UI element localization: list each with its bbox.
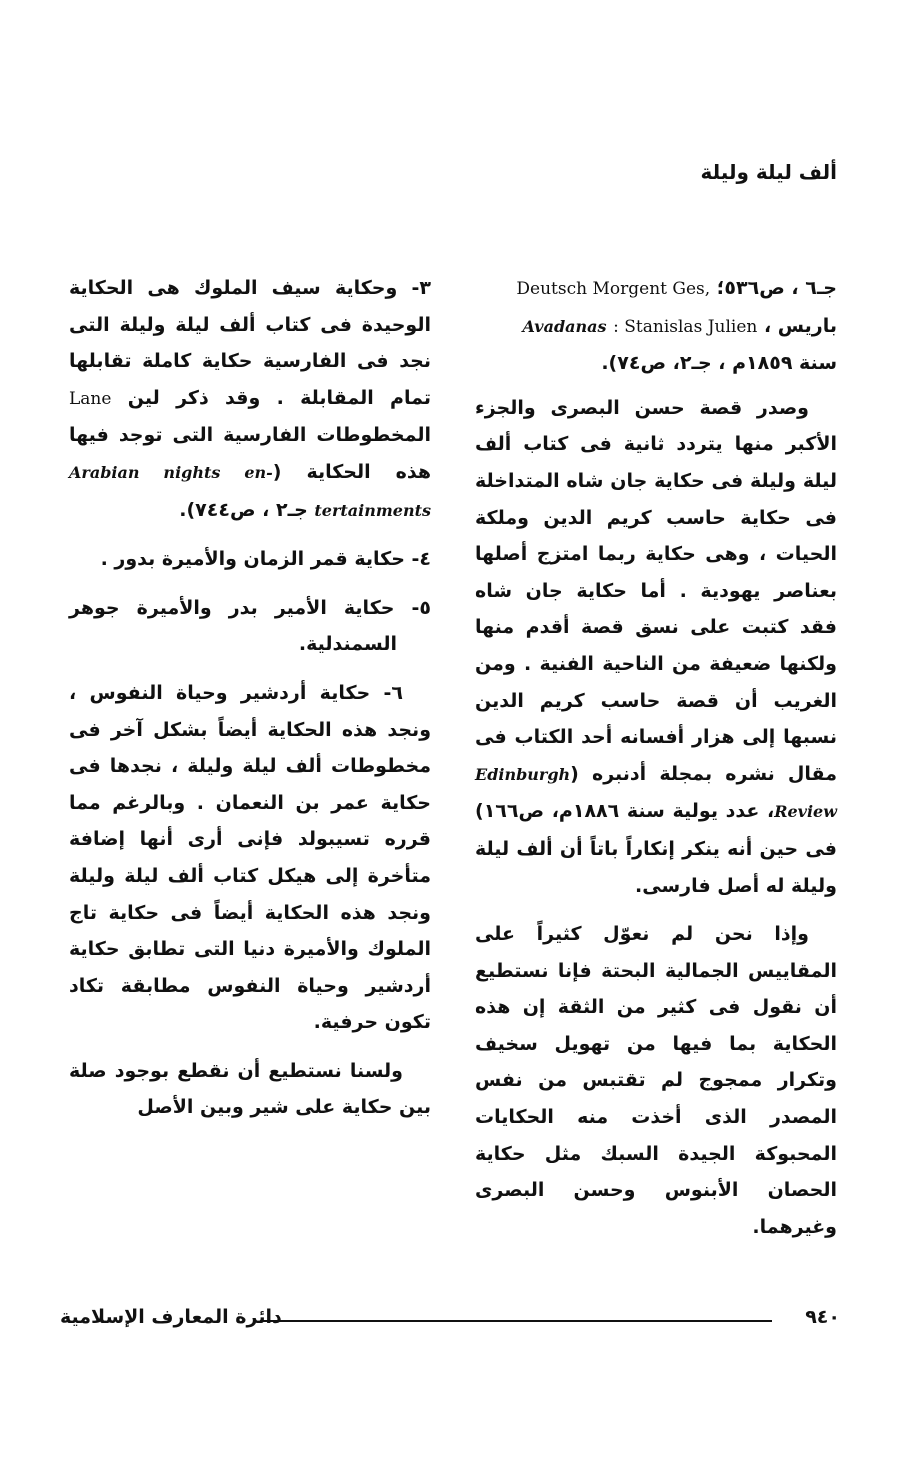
page-footer xyxy=(60,1306,840,1336)
list-item-5: ٥- حكاية الأمير بدر والأميرة جوهر السمندلية. xyxy=(69,596,431,656)
right-column xyxy=(475,270,837,1257)
page-number: ٩٤٠ xyxy=(805,1306,840,1328)
latin-lane: Lane xyxy=(69,388,112,409)
latin-entertainments: tertainments xyxy=(314,500,431,520)
running-title: ألف ليلة وليلة xyxy=(700,160,837,184)
reference-latin-1: Deutsch Morgent Ges, xyxy=(516,279,711,299)
footer-rule xyxy=(260,1320,772,1322)
latin-edinburgh: Edinburgh xyxy=(475,764,571,784)
reference-line-3: سنة ١٨٥٩م ، جـ٢، ص٧٤). xyxy=(601,352,837,375)
journal-title: دائرة المعارف الإسلامية xyxy=(60,1306,282,1328)
left-column xyxy=(69,270,431,1138)
reference-latin-2-italic: Avadanas xyxy=(522,316,607,336)
paragraph-aesthetic: وإذا نحن لم نعوّل كثيراً على المقاييس الجمالية البحتة فإنا نستطيع أن نقول فى كثير من الثقة إن هذه الحكاية بما فيها من تهويل سخيف وتكرار ممجوج لم تقتبس من نفس المصدر الذى أخذت منه الحكايات المحبوكة الجيدة السبك مثل حكاية الحصان الأبنوس وحسن البصرى وغيرهما. xyxy=(475,923,837,1238)
reference-line-1: جـ٦ ، ص٥٣٦؛ Deutsch Morgent Ges, xyxy=(516,277,837,299)
list-item-3: ٣- وحكاية سيف الملوك هى الحكاية الوحيدة فى كتاب ألف ليلة وليلة التى نجد فى الفارسية حكاية كاملة تقابلها تمام المقابلة . وقد ذكر لين Lane المخطوطات الفارسية التى توجد فيها هذه الحكاية (Arabian nights en- tertainments جـ٢ ، ص٧٤٤). xyxy=(69,277,431,521)
reference-latin-2: : Stanislas Julien xyxy=(613,316,758,337)
paragraph-hasan-basri: وصدر قصة حسن البصرى والجزء الأكبر منها يتردد ثانية فى كتاب ألف ليلة وليلة فى حكاية جان شاه المتداخلة فى حكاية حاسب كريم الدين وملكة الحيات ، وهى حكاية ربما امتزج أصلها بعناصر يهودية . أما حكاية جان شاه فقد كتبت على نسق قصة أقدم منها ولكنها ضعيفة من الناحية الفنية . ومن الغريب أن قصة حاسب كريم الدين نسبها إلى هزار أفسانه أحد الكتاب فى مقال نشره بمجلة أدنبره (Edinburgh Review، عدد يولية سنة ١٨٨٦م، ص١٦٦) فى حين أنه ينكر إنكاراً باتاً أن ألف ليلة وليلة له أصل فارسى. xyxy=(475,396,837,897)
paragraph-ali-shir: ولسنا نستطيع أن نقطع بوجود صلة بين حكاية على شير وبين الأصل xyxy=(69,1059,431,1119)
reference-block xyxy=(475,270,837,382)
list-item-6: ٦- حكاية أردشير وحياة النفوس ، ونجد هذه الحكاية أيضاً بشكل آخر فى مخطوطات ألف ليلة وليلة ، نجدها فى حكاية عمر بن النعمان . وبالرغم مما قرره تسيبولد فإنى أرى أنها إضافة متأخرة إلى هيكل كتاب ألف ليلة وليلة ونجد هذه الحكاية أيضاً فى حكاية تاج الملوك والأميرة دنيا التى تطابق حكاية أردشير وحياة النفوس مطابقة تكاد تكون حرفية. xyxy=(69,681,431,1034)
latin-arabian-nights: Arabian nights en- xyxy=(69,462,273,482)
latin-review: Review xyxy=(774,802,837,822)
list-item-4: ٤- حكاية قمر الزمان والأميرة بدور . xyxy=(100,548,431,571)
reference-line-2: باريس ، Avadanas : Stanislas Julien xyxy=(522,314,837,337)
